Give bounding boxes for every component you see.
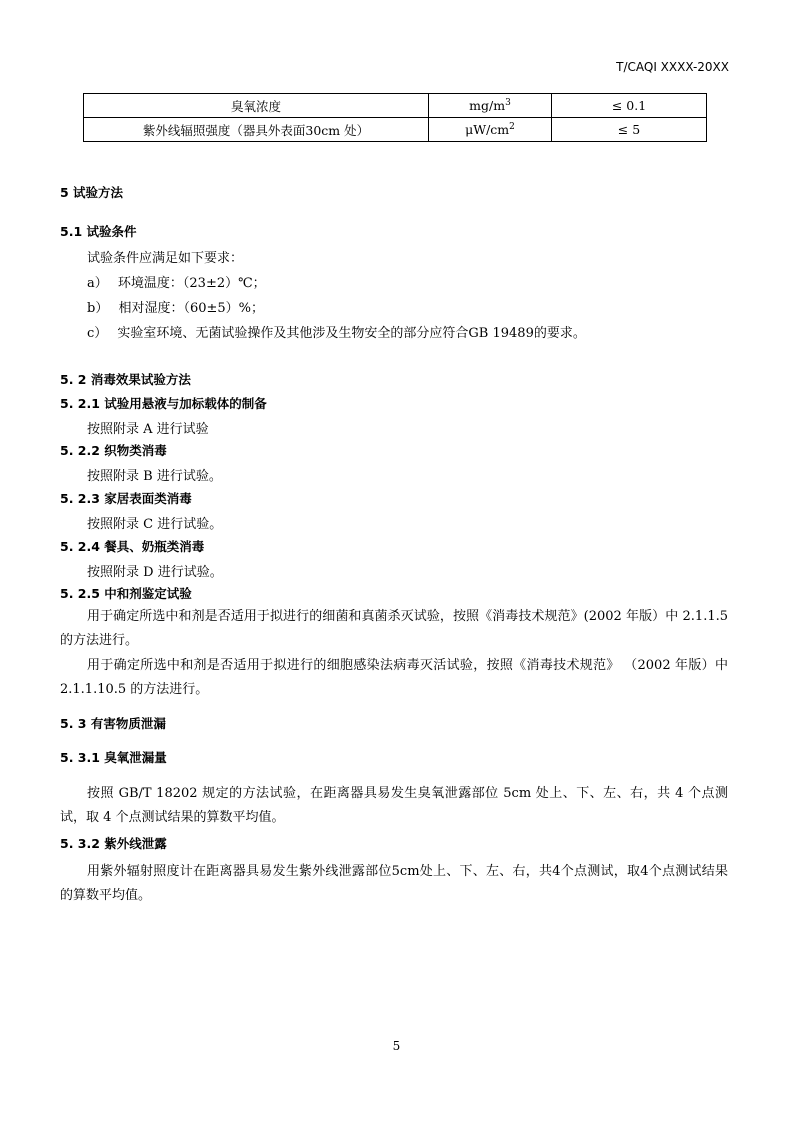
section-5-2-heading: 5. 2 消毒效果试验方法 [60, 372, 191, 387]
list-label: a） [87, 276, 108, 291]
table-cell-value: ≤ 5 [552, 118, 707, 142]
table-cell-value: ≤ 0.1 [552, 94, 707, 118]
table-cell-item: 紫外线辐照强度（器具外表面30cm 处） [84, 118, 429, 142]
list-item [87, 297, 264, 316]
table-row [84, 118, 707, 142]
unit-text: μW/cm [465, 122, 510, 138]
table-cell-unit [429, 94, 552, 118]
section-5-2-1-text: 按照附录 A 进行试验 [87, 422, 209, 437]
section-5-2-3-heading: 5. 2.3 家居表面类消毒 [60, 491, 192, 506]
section-5-2-5-heading: 5. 2.5 中和剂鉴定试验 [60, 586, 192, 601]
section-5-1-heading: 5.1 试验条件 [60, 224, 137, 239]
neutralizer-paragraph-1: 用于确定所选中和剂是否适用于拟进行的细菌和真菌杀灭试验，按照《消毒技术规范》(2002 年版）中 2.1.1.5 的方法进行。 [60, 609, 728, 648]
table-cell-unit [429, 118, 552, 142]
section-5-2-3-text: 按照附录 C 进行试验。 [87, 517, 223, 532]
section-5-2-2-heading: 5. 2.2 织物类消毒 [60, 443, 167, 458]
section-5-2-4-heading: 5. 2.4 餐具、奶瓶类消毒 [60, 539, 205, 554]
unit-superscript: 3 [505, 97, 511, 108]
neutralizer-paragraph-2: 用于确定所选中和剂是否适用于拟进行的细胞感染法病毒灭活试验，按照《消毒技术规范》 （2002 年版）中 2.1.1.10.5 的方法进行。 [60, 658, 728, 697]
page-number: 5 [392, 1039, 401, 1053]
section-5-2-4-text: 按照附录 D 进行试验。 [87, 565, 223, 580]
section-5-2-1-heading: 5. 2.1 试验用悬液与加标载体的制备 [60, 396, 267, 411]
unit-text: mg/m [469, 98, 506, 114]
list-label: b） [87, 301, 109, 316]
ozone-leakage-paragraph: 按照 GB/T 18202 规定的方法试验，在距离器具易发生臭氧泄露部位 5cm 处上、下、左、右，共 4 个点测试，取 4 个点测试结果的算数平均值。 [60, 786, 728, 825]
list-text: 实验室环境、无菌试验操作及其他涉及生物安全的部分应符合GB 19489的要求。 [117, 326, 586, 341]
list-text: 环境温度：（23±2）℃； [117, 276, 266, 291]
uv-leakage-paragraph: 用紫外辐射照度计在距离器具易发生紫外线泄露部位5cm处上、下、左、右，共4个点测试，取4个点测试结果的算数平均值。 [60, 864, 728, 903]
table-row [84, 94, 707, 118]
section-5-3-2-heading: 5. 3.2 紫外线泄露 [60, 836, 167, 851]
unit-superscript: 2 [509, 121, 515, 132]
list-item [87, 272, 266, 291]
table-cell-item: 臭氧浓度 [84, 94, 429, 118]
limits-table [83, 93, 707, 142]
section-5-heading: 5 试验方法 [60, 185, 124, 200]
list-item [87, 322, 586, 341]
section-5-3-1-heading: 5. 3.1 臭氧泄漏量 [60, 750, 167, 765]
document-code: T/CAQI XXXX-20XX [616, 60, 729, 74]
section-5-3-heading: 5. 3 有害物质泄漏 [60, 716, 166, 731]
list-text: 相对湿度：（60±5）%； [118, 301, 265, 316]
section-5-2-2-text: 按照附录 B 进行试验。 [87, 469, 222, 484]
list-label: c） [87, 326, 108, 341]
conditions-intro: 试验条件应满足如下要求： [87, 251, 244, 266]
